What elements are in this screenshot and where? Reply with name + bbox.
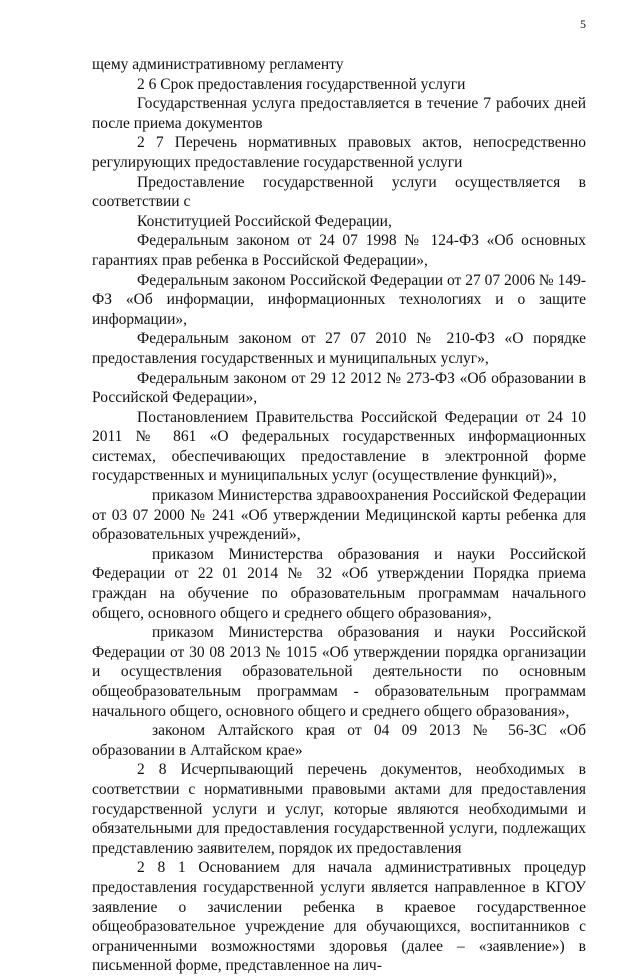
section-heading-2-8-1: 2 8 1 Основанием для начала административных процедур предоставления государственной услуги является направленное в КГОУ заявление о зачислении ребенка в краевое государственное общеобразовательное учреждение для обучающихся, воспитанников с ограниченными возможностями здоровья (далее – «заявление») в письменной форме, представленное на лич- [92, 859, 586, 975]
list-item: Федеральным законом от 24 07 1998 № 124-ФЗ «Об основных гарантиях прав ребенка в Российской Федерации», [92, 232, 586, 269]
document-body [92, 55, 586, 976]
list-item: Федеральным законом от 29 12 2012 № 273-ФЗ «Об образовании в Российской Федерации», [92, 369, 586, 407]
list-item: Постановлением Правительства Российской Федерации от 24 10 2011 № 861 «О федеральных государственных информационных системах, обеспечивающих предоставление в электронной форме государственных и муниципальных услуг (осуществление функций)», [92, 408, 586, 485]
list-item: Федеральным законом Российской Федерации от 27 07 2006 № 149-ФЗ «Об информации, информационных технологиях и о защите информации», [92, 271, 586, 328]
list-item: приказом Министерства здравоохранения Российской Федерации от 03 07 2000 № 241 «Об утверждении Медицинской карты ребенка для образовательных учреждений», [92, 487, 586, 544]
list-item: приказом Министерства образования и науки Российской Федерации от 22 01 2014 № 32 «Об утверждении Порядка приема граждан на обучение по образовательным программам начального общего, основного общего и среднего общего образования», [92, 545, 586, 622]
list-item: Конституцией Российской Федерации, [137, 212, 392, 230]
list-item: Федеральным законом от 27 07 2010 № 210-ФЗ «О порядке предоставления государственных и муниципальных услуг», [92, 330, 586, 367]
section-heading-2-6: 2 6 Срок предоставления государственной услуги [137, 75, 466, 93]
paragraph-continuation: щему административному регламенту [92, 56, 344, 73]
paragraph: Предоставление государственной услуги осуществляется в соответствии с [92, 173, 586, 211]
paragraph: Государственная услуга предоставляется в течение 7 рабочих дней после приема документов [92, 95, 586, 132]
section-heading-2-8: 2 8 Исчерпывающий перечень документов, необходимых в соответствии с нормативными правовыми актами для предоставления государственной услуги и услуг, которые являются необходимыми и обязательными для предоставления государственной услуги, подлежащих представлению заявителем, порядок их предоставления [92, 761, 586, 857]
list-item: законом Алтайского края от 04 09 2013 № 56-ЗС «Об образовании в Алтайском крае» [92, 722, 586, 759]
page-number: 5 [580, 17, 586, 31]
section-heading-2-7: 2 7 Перечень нормативных правовых актов, непосредственно регулирующих предоставление государственной услуги [92, 134, 586, 171]
list-item: приказом Министерства образования и науки Российской Федерации от 30 08 2013 № 1015 «Об утверждении порядка организации и осуществления образовательной деятельности по основным общеобразовательным программам - образовательным программам начального общего, основного общего и среднего общего образования», [92, 624, 586, 720]
